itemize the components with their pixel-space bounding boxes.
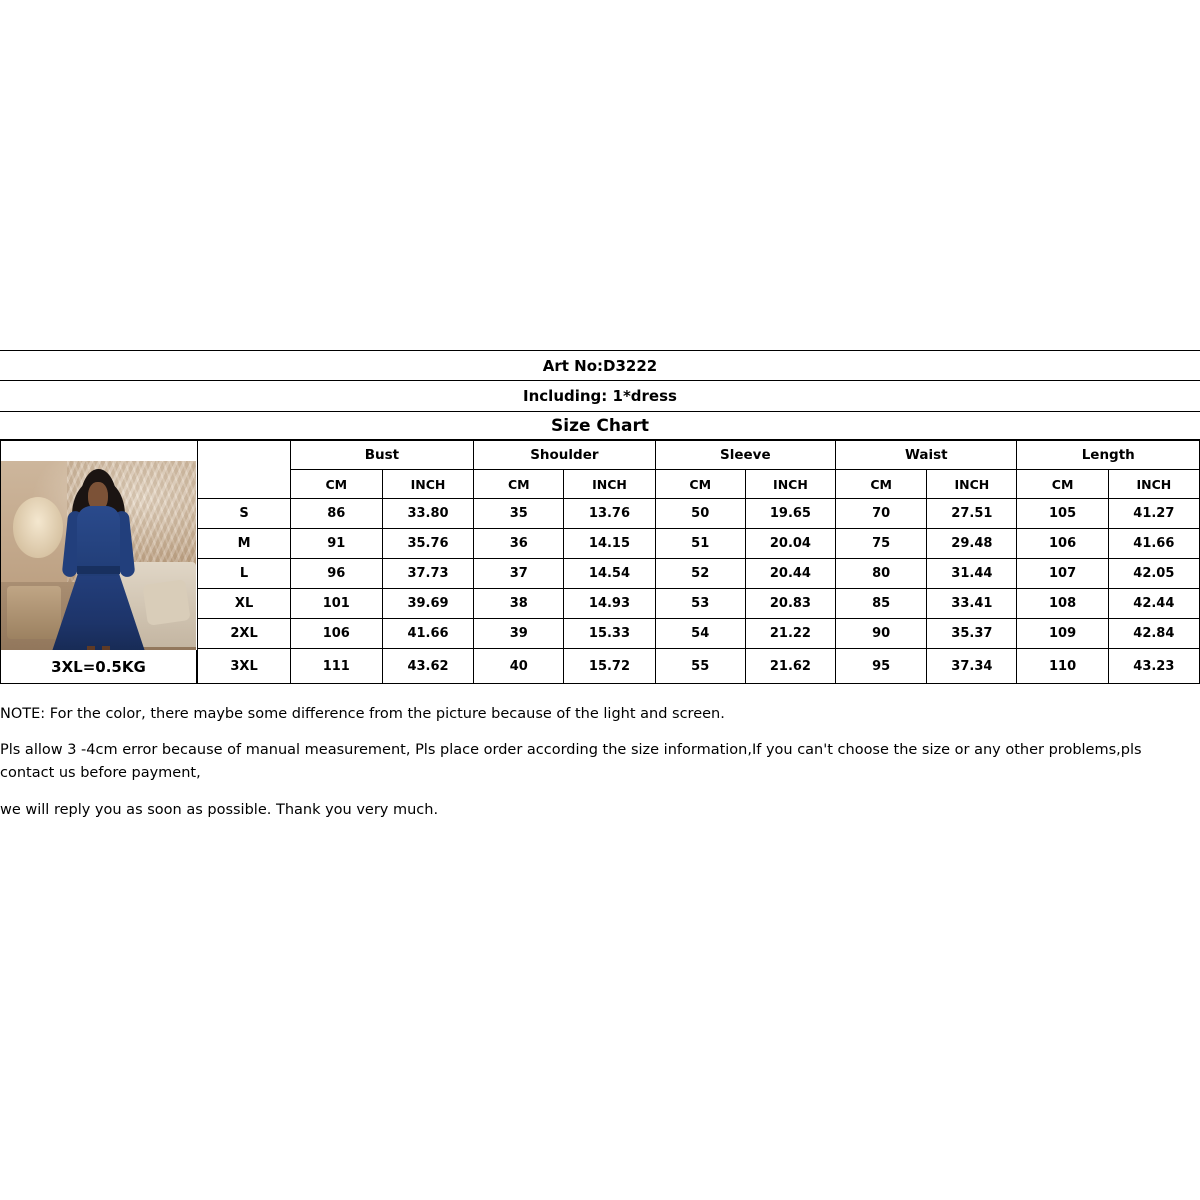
cell-waist-inch: 35.37 <box>927 619 1017 649</box>
cell-length-cm: 107 <box>1017 559 1108 589</box>
cell-waist-cm: 80 <box>836 559 927 589</box>
column-group-shoulder: Shoulder <box>474 441 655 470</box>
cell-bust-inch: 35.76 <box>382 529 473 559</box>
cell-bust-cm: 101 <box>290 589 382 619</box>
cell-sleeve-cm: 54 <box>655 619 745 649</box>
unit-length-inch: INCH <box>1108 470 1199 499</box>
cell-waist-inch: 33.41 <box>927 589 1017 619</box>
cell-length-cm: 109 <box>1017 619 1108 649</box>
cell-length-cm: 105 <box>1017 499 1108 529</box>
photo-pillow <box>143 580 191 626</box>
cell-sleeve-inch: 19.65 <box>745 499 835 529</box>
size-label: 2XL <box>198 619 290 649</box>
notes-block <box>0 703 1196 836</box>
cell-length-cm: 110 <box>1017 649 1108 684</box>
size-label: S <box>198 499 290 529</box>
cell-bust-inch: 37.73 <box>382 559 473 589</box>
cell-length-inch: 43.23 <box>1108 649 1199 684</box>
cell-shoulder-inch: 13.76 <box>564 499 655 529</box>
cell-waist-cm: 90 <box>836 619 927 649</box>
cell-waist-cm: 95 <box>836 649 927 684</box>
column-group-waist: Waist <box>836 441 1017 470</box>
cell-bust-cm: 111 <box>290 649 382 684</box>
cell-shoulder-cm: 36 <box>474 529 564 559</box>
cell-length-inch: 42.84 <box>1108 619 1199 649</box>
size-chart-table <box>0 440 1200 684</box>
size-label: XL <box>198 589 290 619</box>
cell-length-inch: 41.27 <box>1108 499 1199 529</box>
cell-shoulder-inch: 14.15 <box>564 529 655 559</box>
cell-waist-cm: 75 <box>836 529 927 559</box>
cell-waist-cm: 70 <box>836 499 927 529</box>
cell-bust-inch: 33.80 <box>382 499 473 529</box>
art-no-header: Art No:D3222 <box>0 350 1200 380</box>
photo-dress-belt <box>77 566 120 574</box>
cell-sleeve-cm: 55 <box>655 649 745 684</box>
cell-shoulder-inch: 14.54 <box>564 559 655 589</box>
cell-waist-inch: 37.34 <box>927 649 1017 684</box>
note-reply: we will reply you as soon as possible. Thank you very much. <box>0 802 439 819</box>
photo-dress-skirt <box>52 568 146 660</box>
cell-waist-inch: 31.44 <box>927 559 1017 589</box>
cell-bust-cm: 91 <box>290 529 382 559</box>
column-group-bust: Bust <box>290 441 473 470</box>
cell-length-cm: 106 <box>1017 529 1108 559</box>
cell-bust-cm: 96 <box>290 559 382 589</box>
size-chart-title: Size Chart <box>0 411 1200 440</box>
cell-bust-inch: 39.69 <box>382 589 473 619</box>
size-chart-sheet <box>0 350 1200 684</box>
unit-bust-cm: CM <box>290 470 382 499</box>
cell-sleeve-inch: 21.62 <box>745 649 835 684</box>
weight-note: 3XL=0.5KG <box>0 650 197 684</box>
unit-shoulder-inch: INCH <box>564 470 655 499</box>
cell-shoulder-inch: 14.93 <box>564 589 655 619</box>
column-group-length: Length <box>1017 441 1200 470</box>
cell-shoulder-inch: 15.72 <box>564 649 655 684</box>
cell-bust-cm: 106 <box>290 619 382 649</box>
cell-bust-inch: 41.66 <box>382 619 473 649</box>
cell-shoulder-cm: 40 <box>474 649 564 684</box>
cell-length-inch: 42.44 <box>1108 589 1199 619</box>
unit-length-cm: CM <box>1017 470 1108 499</box>
cell-waist-cm: 85 <box>836 589 927 619</box>
cell-sleeve-inch: 20.44 <box>745 559 835 589</box>
unit-sleeve-inch: INCH <box>745 470 835 499</box>
column-group-sleeve: Sleeve <box>655 441 835 470</box>
cell-bust-cm: 86 <box>290 499 382 529</box>
cell-sleeve-cm: 50 <box>655 499 745 529</box>
cell-sleeve-cm: 51 <box>655 529 745 559</box>
size-label: M <box>198 529 290 559</box>
cell-sleeve-inch: 20.04 <box>745 529 835 559</box>
cell-length-inch: 42.05 <box>1108 559 1199 589</box>
cell-shoulder-inch: 15.33 <box>564 619 655 649</box>
unit-sleeve-cm: CM <box>655 470 745 499</box>
product-photo <box>1 461 196 664</box>
cell-waist-inch: 27.51 <box>927 499 1017 529</box>
size-label: 3XL <box>198 649 290 684</box>
size-label: L <box>198 559 290 589</box>
cell-length-inch: 41.66 <box>1108 529 1199 559</box>
including-header: Including: 1*dress <box>0 380 1200 411</box>
unit-waist-inch: INCH <box>927 470 1017 499</box>
unit-shoulder-cm: CM <box>474 470 564 499</box>
cell-sleeve-inch: 20.83 <box>745 589 835 619</box>
note-color: NOTE: For the color, there maybe some difference from the picture because of the light and screen. <box>0 706 725 722</box>
photo-model <box>52 469 146 664</box>
table-group-header-row <box>1 441 1200 470</box>
cell-sleeve-cm: 53 <box>655 589 745 619</box>
cell-bust-inch: 43.62 <box>382 649 473 684</box>
cell-sleeve-inch: 21.22 <box>745 619 835 649</box>
cell-length-cm: 108 <box>1017 589 1108 619</box>
cell-waist-inch: 29.48 <box>927 529 1017 559</box>
cell-sleeve-cm: 52 <box>655 559 745 589</box>
unit-bust-inch: INCH <box>382 470 473 499</box>
cell-shoulder-cm: 35 <box>474 499 564 529</box>
column-header-size <box>198 441 290 499</box>
product-photo-cell <box>1 441 198 684</box>
cell-shoulder-cm: 38 <box>474 589 564 619</box>
cell-shoulder-cm: 37 <box>474 559 564 589</box>
note-measurement: Pls allow 3 -4cm error because of manual measurement, Pls place order according the size information,If you can't choose the size or any other problems,pls contact us before payment, <box>0 742 1142 781</box>
unit-waist-cm: CM <box>836 470 927 499</box>
cell-shoulder-cm: 39 <box>474 619 564 649</box>
